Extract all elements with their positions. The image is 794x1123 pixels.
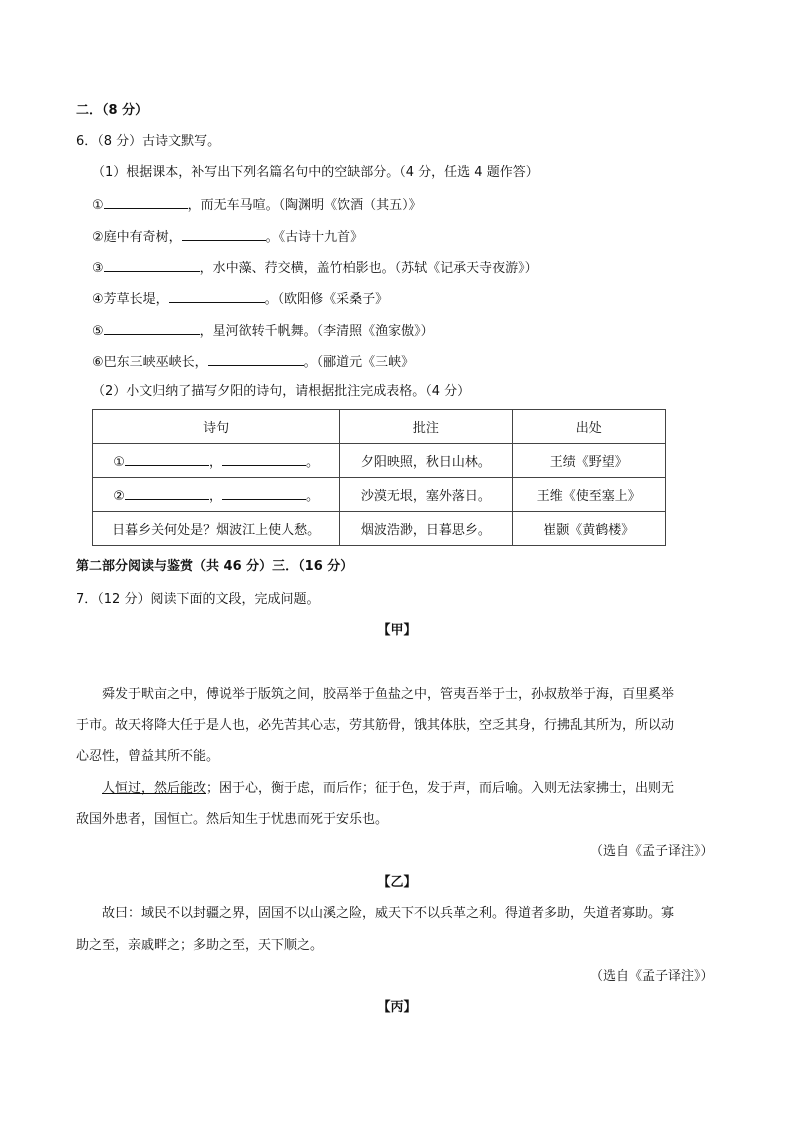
recitation-item-6	[92, 351, 414, 373]
passage-yi-line: 助之至，亲戚畔之；多助之至，天下顺之。	[76, 938, 324, 953]
question-7-stem: 7．（12 分）阅读下面的文段，完成问题。	[76, 592, 320, 607]
item-number: ①	[92, 198, 104, 213]
answer-blank[interactable]	[222, 485, 306, 500]
recitation-item-2	[92, 226, 363, 248]
row-number: ②	[113, 489, 125, 504]
sentence-rest: ；困于心，衡于虑，而后作；征于色，发于声，而后喻。入则无法家拂士，出则无	[206, 781, 675, 796]
sunset-poems-table	[92, 409, 666, 546]
recitation-item-3	[92, 257, 538, 279]
table-row	[93, 512, 666, 546]
passage-jia-line: 舜发于畎亩之中，傅说举于版筑之间，胶鬲举于鱼盐之中，管夷吾举于士，孙叔敖举于海，百里奚举	[102, 687, 675, 702]
question-6-part-2: （2）小文归纳了描写夕阳的诗句，请根据批注完成表格。（4 分）	[92, 384, 471, 399]
passage-jia-title: 【甲】	[377, 623, 417, 638]
underlined-sentence: 人恒过，然后能改	[102, 781, 207, 796]
answer-blank[interactable]	[125, 485, 209, 500]
passage-bing-title: 【丙】	[377, 1000, 417, 1015]
passage-yi-source: （选自《孟子译注》）	[590, 969, 714, 984]
passage-jia-line: 于市。故天将降大任于是人也，必先苦其心志，劳其筋骨，饿其体肤，空乏其身，行拂乱其所为，所以动	[76, 718, 675, 733]
recitation-item-5	[92, 320, 434, 342]
answer-blank[interactable]	[182, 226, 266, 241]
column-header-poem: 诗句	[93, 410, 340, 444]
period: 。	[305, 455, 319, 470]
column-header-source: 出处	[512, 410, 665, 444]
recitation-item-1	[92, 194, 422, 216]
passage-jia-line	[102, 779, 674, 799]
source-cell: 王维《使至塞上》	[512, 478, 665, 512]
poem-cell: 日暮乡关何处是？烟波江上使人愁。	[93, 512, 340, 546]
note-cell: 沙漠无垠，塞外落日。	[340, 478, 512, 512]
passage-yi-title: 【乙】	[377, 875, 417, 890]
question-6-part-1: （1）根据课本，补写出下列名篇名句中的空缺部分。（4 分，任选 4 题作答）	[92, 165, 539, 180]
question-6-stem: 6．（8 分）古诗文默写。	[76, 134, 221, 149]
item-number: ③	[92, 261, 104, 276]
note-cell: 烟波浩渺，日暮思乡。	[340, 512, 512, 546]
row-number: ①	[113, 455, 125, 470]
column-header-note: 批注	[340, 410, 512, 444]
part-2-header: 第二部分阅读与鉴赏（共 46 分）三．（16 分）	[76, 559, 354, 574]
item-text: ②庭中有奇树，	[92, 230, 182, 245]
table-row	[93, 444, 666, 478]
passage-jia-line: 敌国外患者，国恒亡。然后知生于忧患而死于安乐也。	[76, 812, 389, 827]
poem-cell	[93, 444, 340, 478]
item-text: ，而无车马喧。（陶渊明《饮酒（其五）》	[187, 198, 422, 213]
item-text: ④芳草长堤，	[92, 292, 169, 307]
source-cell: 王绩《野望》	[512, 444, 665, 478]
passage-jia-line: 心忍性，曾益其所不能。	[76, 749, 220, 764]
answer-blank[interactable]	[125, 451, 209, 466]
item-text: ，星河欲转千帆舞。（李清照《渔家傲》）	[199, 324, 434, 339]
item-text: ，水中藻、荇交横，盖竹柏影也。（苏轼《记承天寺夜游》）	[199, 261, 538, 276]
item-text: ⑥巴东三峡巫峡长，	[92, 355, 208, 370]
source-cell: 崔颢《黄鹤楼》	[512, 512, 665, 546]
note-cell: 夕阳映照，秋日山林。	[340, 444, 512, 478]
period: 。	[305, 489, 319, 504]
answer-blank[interactable]	[222, 451, 306, 466]
table-row	[93, 478, 666, 512]
answer-blank[interactable]	[169, 288, 265, 303]
answer-blank[interactable]	[104, 320, 200, 335]
item-text: 。《古诗十九首》	[265, 230, 364, 245]
comma: ，	[208, 455, 222, 470]
item-text: 。（郦道元《三峡》	[303, 355, 415, 370]
answer-blank[interactable]	[104, 194, 188, 209]
item-text: 。（欧阳修《采桑子》	[264, 292, 389, 307]
comma: ，	[208, 489, 222, 504]
table-header-row	[93, 410, 666, 444]
poem-cell	[93, 478, 340, 512]
answer-blank[interactable]	[104, 257, 200, 272]
passage-yi-line: 故曰：域民不以封疆之界，固国不以山溪之险，威天下不以兵革之利。得道者多助，失道者寡助。寡	[102, 906, 675, 921]
item-number: ⑤	[92, 324, 104, 339]
answer-blank[interactable]	[208, 351, 304, 366]
passage-jia-source: （选自《孟子译注》）	[590, 844, 714, 859]
section-header: 二．（8 分）	[76, 103, 149, 118]
recitation-item-4	[92, 288, 388, 310]
